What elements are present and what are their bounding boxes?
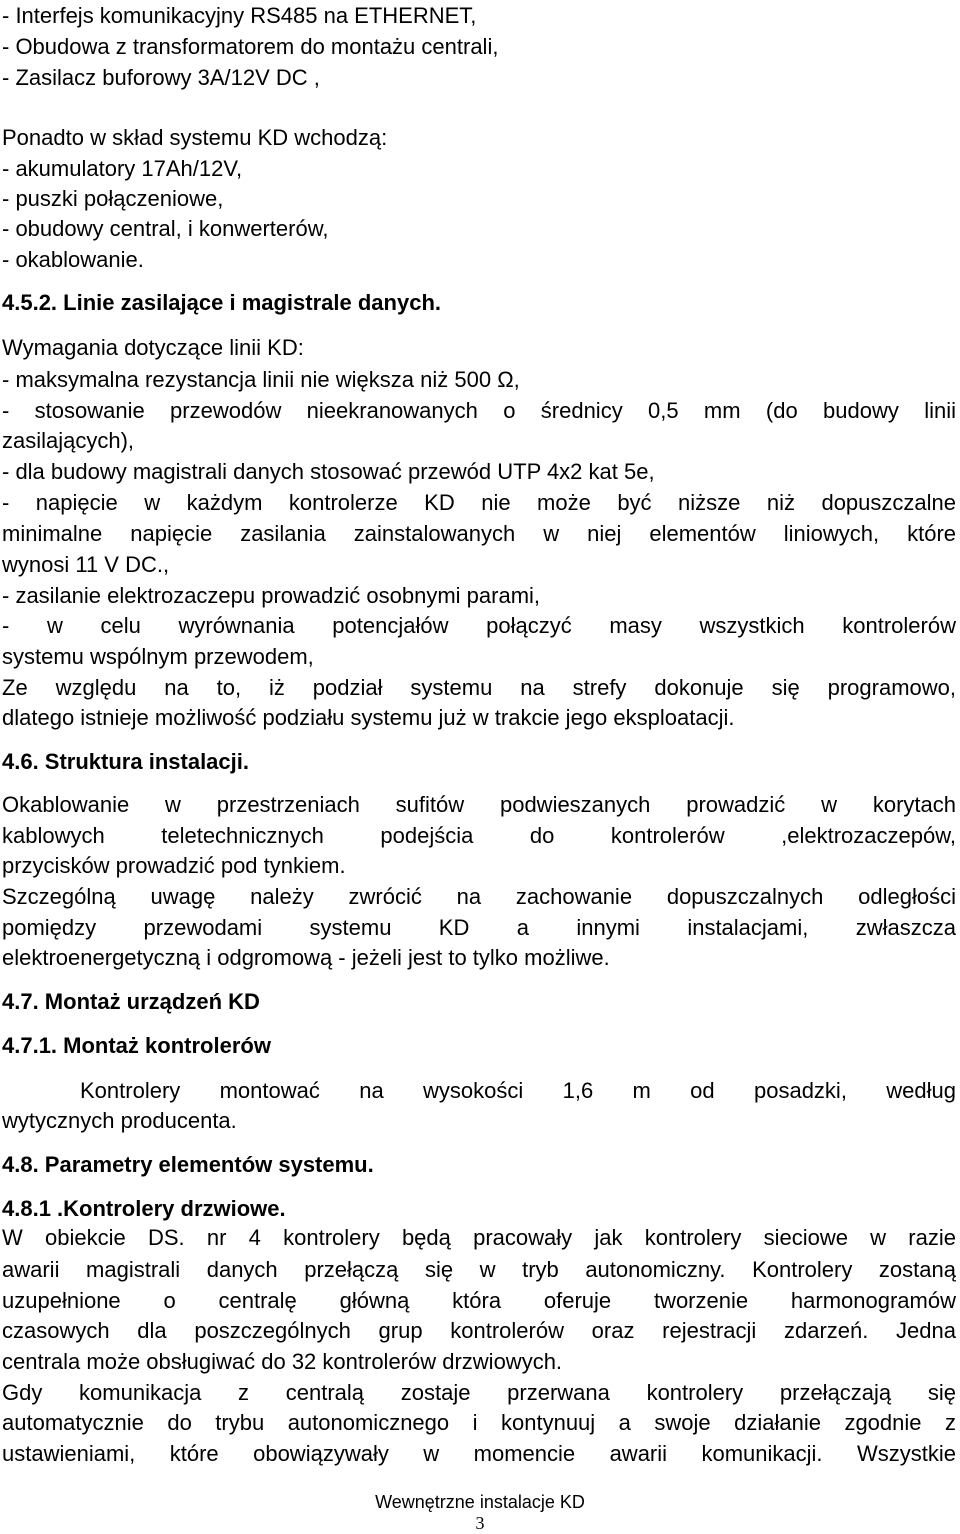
subsection-heading: 4.7.1. Montaż kontrolerów bbox=[2, 1033, 271, 1058]
section-heading: 4.8. Parametry elementów systemu. bbox=[2, 1152, 374, 1177]
section-heading: 4.7. Montaż urządzeń KD bbox=[2, 989, 260, 1014]
paragraph-line: centrala może obsługiwać do 32 kontrolerów drzwiowych. bbox=[2, 1349, 563, 1374]
paragraph-line: przycisków prowadzić pod tynkiem. bbox=[2, 853, 346, 878]
list-item: - zasilanie elektrozaczepu prowadzić osobnymi parami, bbox=[2, 583, 541, 608]
list-item: - Interfejs komunikacyjny RS485 na ETHERNET, bbox=[2, 3, 477, 28]
paragraph-line: Wymagania dotyczące linii KD: bbox=[2, 335, 304, 360]
paragraph-line: Szczególną uwagę należy zwrócić na zachowanie dopuszczalnych odległości bbox=[2, 884, 956, 909]
paragraph-line: Okablowanie w przestrzeniach sufitów podwieszanych prowadzić w korytach bbox=[2, 792, 956, 817]
list-item: - dla budowy magistrali danych stosować przewód UTP 4x2 kat 5e, bbox=[2, 459, 655, 484]
subsection-heading: 4.8.1 .Kontrolery drzwiowe. bbox=[2, 1196, 286, 1221]
list-item: - Zasilacz buforowy 3A/12V DC , bbox=[2, 65, 320, 90]
paragraph-line: systemu wspólnym przewodem, bbox=[2, 644, 314, 669]
paragraph-line: automatycznie do trybu autonomicznego i kontynuuj a swoje działanie zgodnie z bbox=[2, 1410, 956, 1435]
paragraph-line: Ponadto w skład systemu KD wchodzą: bbox=[2, 125, 388, 150]
paragraph-line: Ze względu na to, iż podział systemu na strefy dokonuje się programowo, bbox=[2, 675, 956, 700]
paragraph-line: pomiędzy przewodami systemu KD a innymi instalacjami, zwłaszcza bbox=[2, 915, 956, 940]
section-heading: 4.6. Struktura instalacji. bbox=[2, 749, 249, 774]
list-item: - maksymalna rezystancja linii nie większa niż 500 Ω, bbox=[2, 367, 520, 392]
list-item: - obudowy central, i konwerterów, bbox=[2, 216, 329, 241]
section-heading: 4.5.2. Linie zasilające i magistrale danych. bbox=[2, 290, 441, 315]
paragraph-line: minimalne napięcie zasilania zainstalowanych w niej elementów liniowych, które bbox=[2, 521, 956, 546]
paragraph-line: wynosi 11 V DC., bbox=[2, 552, 170, 577]
list-item: - akumulatory 17Ah/12V, bbox=[2, 156, 243, 181]
paragraph-line: W obiekcie DS. nr 4 kontrolery będą pracowały jak kontrolery sieciowe w razie bbox=[2, 1225, 956, 1250]
list-item: - napięcie w każdym kontrolerze KD nie może być niższe niż dopuszczalne bbox=[2, 490, 956, 515]
paragraph-line: awarii magistrali danych przełączą się w tryb autonomiczny. Kontrolery zostaną bbox=[2, 1257, 956, 1282]
footer-title: Wewnętrzne instalacje KD bbox=[375, 1492, 585, 1512]
paragraph-line: elektroenergetyczną i odgromową - jeżeli jest to tylko możliwe. bbox=[2, 945, 610, 970]
list-item: - w celu wyrównania potencjałów połączyć masy wszystkich kontrolerów bbox=[2, 613, 956, 638]
paragraph-line: zasilających), bbox=[2, 428, 135, 453]
paragraph-line: ustawieniami, które obowiązywały w momencie awarii komunikacji. Wszystkie bbox=[2, 1441, 956, 1466]
list-item: - puszki połączeniowe, bbox=[2, 186, 224, 211]
list-item: - okablowanie. bbox=[2, 247, 144, 272]
page-number: 3 bbox=[475, 1513, 485, 1533]
paragraph-line: kablowych teletechnicznych podejścia do kontrolerów ,elektrozaczepów, bbox=[2, 823, 956, 848]
paragraph-line: uzupełnione o centralę główną która oferuje tworzenie harmonogramów bbox=[2, 1288, 956, 1313]
list-item: - Obudowa z transformatorem do montażu centrali, bbox=[2, 34, 499, 59]
list-item: - stosowanie przewodów nieekranowanych o średnicy 0,5 mm (do budowy linii bbox=[2, 398, 956, 423]
paragraph-line: Kontrolery montować na wysokości 1,6 m od posadzki, według bbox=[80, 1078, 956, 1103]
paragraph-line: Gdy komunikacja z centralą zostaje przerwana kontrolery przełączają się bbox=[2, 1380, 956, 1405]
paragraph-line: wytycznych producenta. bbox=[2, 1108, 237, 1133]
paragraph-line: dlatego istnieje możliwość podziału systemu już w trakcie jego eksploatacji. bbox=[2, 705, 735, 730]
paragraph-line: czasowych dla poszczególnych grup kontrolerów oraz rejestracji zdarzeń. Jedna bbox=[2, 1318, 956, 1343]
